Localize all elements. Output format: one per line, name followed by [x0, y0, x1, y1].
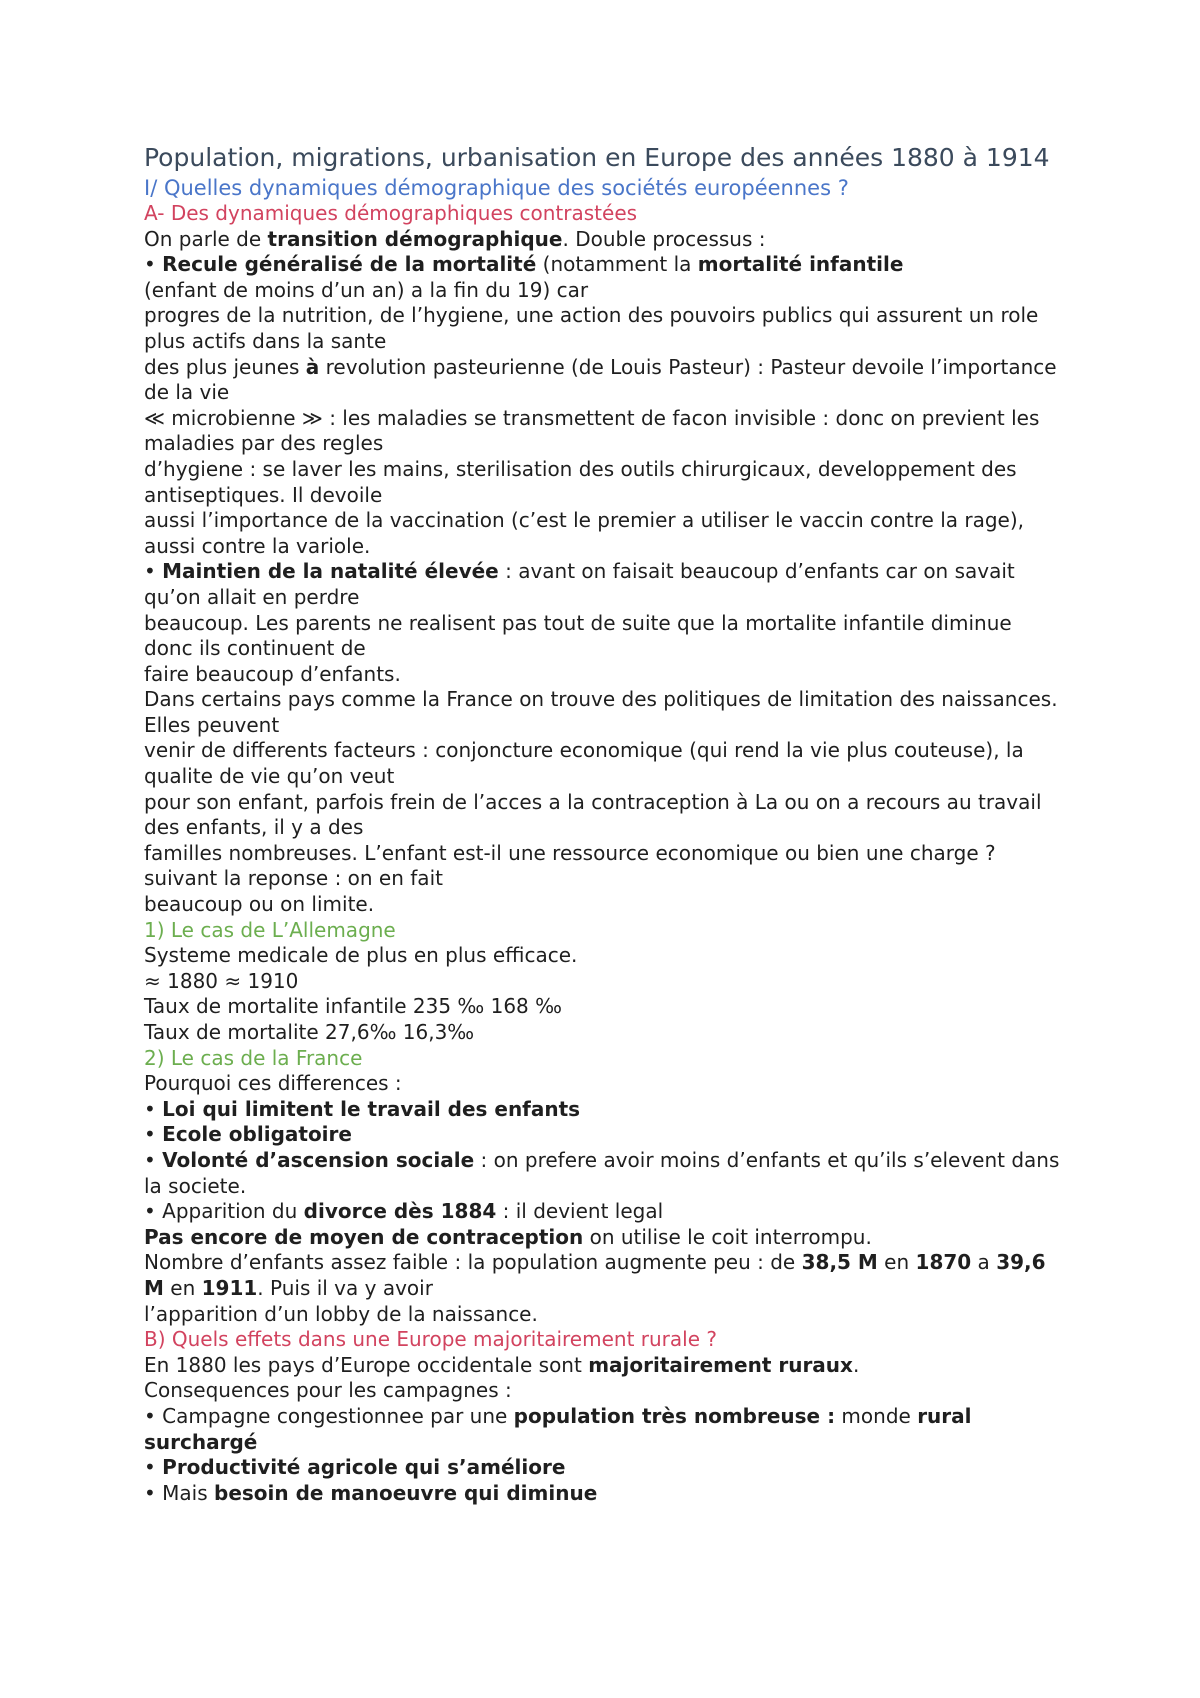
- text-run: venir de differents facteurs : conjoncture economique (qui rend la vie plus couteuse), la qualite de vie qu’on veut: [144, 738, 1031, 789]
- text-run: • Apparition du: [144, 1199, 304, 1224]
- paragraph-line: [144, 1199, 1064, 1225]
- paragraph-line: [144, 1020, 1064, 1046]
- document-body: [144, 142, 1064, 1506]
- paragraph-line: [144, 559, 1064, 610]
- paragraph-line: [144, 738, 1064, 789]
- subsection-heading: [144, 1327, 1064, 1353]
- text-run: en: [163, 1275, 202, 1300]
- text-run: (enfant de moins d’un an) a la fin du 19) car: [144, 277, 589, 302]
- text-run: familles nombreuses. L’enfant est-il une ressource economique ou bien une charge ? suivant la reponse : on en fait: [144, 840, 1002, 891]
- text-run: 2) Le cas de la France: [144, 1045, 363, 1070]
- paragraph-line: [144, 1455, 1064, 1481]
- bold-text: Loi qui limitent le travail des enfants: [162, 1096, 581, 1121]
- text-run: monde: [835, 1403, 918, 1428]
- paragraph-line: [144, 1302, 1064, 1328]
- case-heading: [144, 918, 1064, 944]
- bold-text: mortalité infantile: [697, 252, 904, 277]
- bold-text: divorce dès 1884: [303, 1199, 497, 1224]
- text-run: beaucoup. Les parents ne realisent pas tout de suite que la mortalite infantile diminue donc ils continuent de: [144, 610, 1019, 661]
- text-run: . Puis il va y avoir: [257, 1275, 433, 1300]
- paragraph-line: [144, 355, 1064, 406]
- bold-text: population très nombreuse :: [513, 1403, 836, 1428]
- text-run: I/ Quelles dynamiques démographique des sociétés européennes ?: [144, 176, 849, 200]
- text-run: 1) Le cas de L’Allemagne: [144, 917, 396, 942]
- text-run: B) Quels effets dans une Europe majoritairement rurale ?: [144, 1327, 717, 1352]
- bold-text: rural surchargé: [144, 1403, 979, 1454]
- text-run: Dans certains pays comme la France on trouve des politiques de limitation des naissances. Elles peuvent: [144, 687, 1064, 737]
- paragraph-line: [144, 662, 1064, 688]
- section-heading: [144, 175, 1064, 201]
- bold-text: à: [305, 354, 320, 379]
- paragraph-line: [144, 1071, 1064, 1097]
- paragraph-line: [144, 1481, 1064, 1507]
- text-run: Pourquoi ces differences :: [144, 1071, 402, 1096]
- paragraph-line: [144, 790, 1064, 841]
- paragraph-line: [144, 969, 1064, 995]
- text-run: a: [971, 1250, 997, 1275]
- text-run: • Mais: [144, 1480, 214, 1505]
- paragraph-line: [144, 1404, 1064, 1455]
- paragraph-line: [144, 303, 1064, 354]
- paragraph-line: [144, 611, 1064, 662]
- paragraph-line: [144, 1225, 1064, 1251]
- paragraph-line: [144, 1250, 1064, 1301]
- text-run: . Double processus :: [562, 226, 766, 251]
- paragraph-line: [144, 278, 1064, 304]
- text-run: •: [144, 559, 163, 584]
- paragraph-line: [144, 1378, 1064, 1404]
- paragraph-line: [144, 406, 1064, 457]
- text-run: A- Des dynamiques démographiques contrastées: [144, 201, 638, 225]
- text-run: Consequences pour les campagnes :: [144, 1378, 512, 1403]
- text-run: On parle de: [144, 226, 268, 251]
- text-run: •: [144, 1455, 163, 1480]
- text-run: •: [144, 1122, 163, 1147]
- paragraph-line: [144, 994, 1064, 1020]
- paragraph-line: [144, 508, 1064, 559]
- text-run: progres de la nutrition, de l’hygiene, une action des pouvoirs publics qui assurent un role plus actifs dans la sante: [144, 303, 1045, 353]
- text-run: •: [144, 252, 163, 277]
- document-title: Population, migrations, urbanisation en Europe des années 1880 à 1914: [144, 143, 1050, 172]
- bold-text: besoin de manoeuvre qui diminue: [214, 1480, 598, 1505]
- bold-text: Volonté d’ascension sociale: [162, 1147, 475, 1172]
- text-run: des plus jeunes: [144, 354, 306, 379]
- paragraph-line: [144, 1148, 1064, 1199]
- text-run: faire beaucoup d’enfants.: [144, 661, 401, 686]
- text-run: on utilise le coit interrompu.: [583, 1224, 872, 1249]
- text-run: : on prefere avoir moins d’enfants et qu’ils s’elevent dans la societe.: [144, 1147, 1066, 1198]
- bold-text: transition démographique: [267, 226, 563, 251]
- paragraph-line: [144, 252, 1064, 278]
- paragraph-line: [144, 457, 1064, 508]
- text-run: •: [144, 1147, 163, 1172]
- bold-text: 38,5 M: [801, 1250, 878, 1275]
- text-run: Taux de mortalite 27,6‰ 16,3‰: [144, 1020, 475, 1044]
- paragraph-line: [144, 1097, 1064, 1123]
- paragraph-line: [144, 1353, 1064, 1379]
- bold-text: Recule généralisé de la mortalité: [162, 252, 537, 277]
- text-run: revolution pasteurienne (de Louis Pasteur) : Pasteur devoile l’importance de la vie: [144, 354, 1063, 405]
- paragraph-line: [144, 227, 1064, 253]
- bold-text: 1870: [915, 1250, 972, 1275]
- text-run: Taux de mortalite infantile 235 ‰ 168 ‰: [144, 994, 562, 1019]
- bold-text: 39,6 M: [144, 1250, 1053, 1300]
- case-heading: [144, 1046, 1064, 1072]
- text-run: d’hygiene : se laver les mains, sterilisation des outils chirurgicaux, developpement des antiseptiques. Il devoile: [144, 456, 1023, 507]
- paragraph-line: [144, 687, 1064, 738]
- text-run: pour son enfant, parfois frein de l’acces a la contraception à La ou on a recours au travail des enfants, il y a des: [144, 789, 1048, 840]
- bold-text: majoritairement ruraux: [588, 1352, 853, 1377]
- bold-text: Pas encore de moyen de contraception: [144, 1224, 584, 1249]
- text-run: ≪ microbienne ≫ : les maladies se transmettent de facon invisible : donc on previent les maladies par des regles: [144, 405, 1046, 456]
- text-run: • Campagne congestionnee par une: [144, 1403, 514, 1428]
- text-run: •: [144, 1096, 163, 1121]
- text-run: (notamment la: [536, 252, 698, 277]
- text-run: : avant on faisait beaucoup d’enfants car on savait qu’on allait en perdre: [144, 559, 1022, 609]
- subsection-heading: [144, 201, 1064, 227]
- bold-text: 1911: [201, 1275, 258, 1300]
- text-run: en: [877, 1250, 916, 1275]
- paragraph-line: [144, 892, 1064, 918]
- text-run: Systeme medicale de plus en plus efficace.: [144, 943, 578, 968]
- text-run: Nombre d’enfants assez faible : la population augmente peu : de: [144, 1250, 802, 1275]
- text-run: aussi l’importance de la vaccination (c’est le premier a utiliser le vaccin contre la rage), aussi contre la variole.: [144, 508, 1031, 558]
- text-run: beaucoup ou on limite.: [144, 892, 375, 917]
- text-run: En 1880 les pays d’Europe occidentale sont: [144, 1352, 589, 1377]
- bold-text: Productivité agricole qui s’améliore: [162, 1455, 566, 1480]
- text-run: : il devient legal: [496, 1199, 664, 1224]
- paragraph-line: [144, 943, 1064, 969]
- bold-text: Ecole obligatoire: [162, 1122, 352, 1147]
- paragraph-line: [144, 841, 1064, 892]
- paragraph-line: [144, 1122, 1064, 1148]
- text-run: l’apparition d’un lobby de la naissance.: [144, 1301, 538, 1326]
- text-run: ≈ 1880 ≈ 1910: [144, 968, 299, 993]
- bold-text: Maintien de la natalité élevée: [162, 559, 499, 584]
- text-run: .: [852, 1352, 860, 1377]
